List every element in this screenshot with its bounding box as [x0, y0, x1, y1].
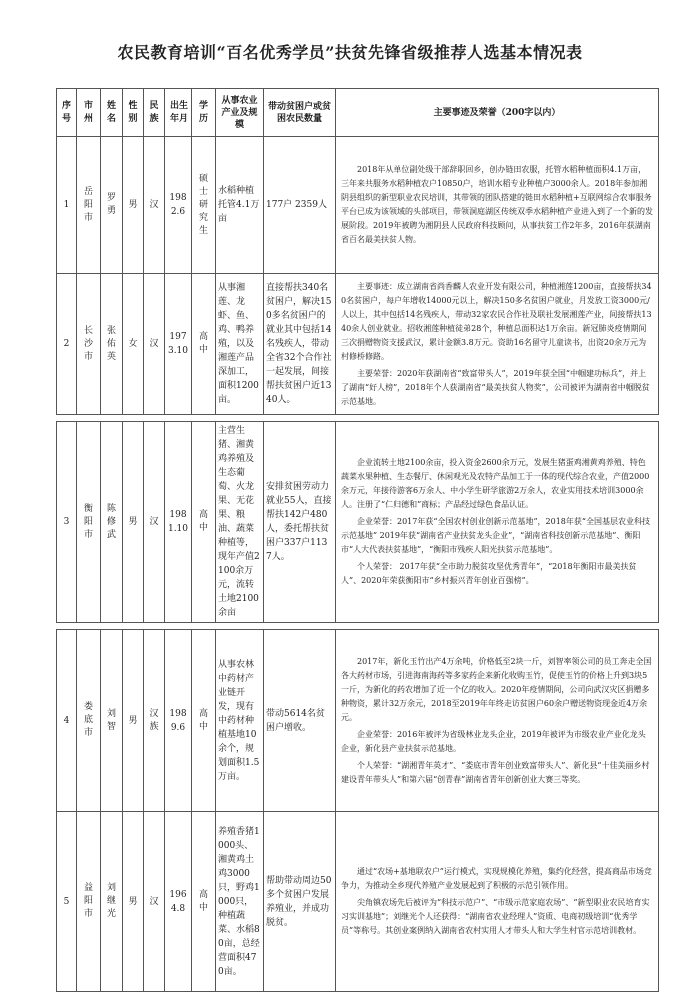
cell-ethnicity: 汉族	[144, 630, 165, 812]
header-ethnicity: 民族	[144, 89, 165, 137]
header-seq: 序号	[57, 89, 77, 137]
header-gender: 性别	[123, 89, 144, 137]
deeds-paragraph: 2017年，新化玉竹出产4万余吨，价格低至2块一斤，刘智率领公司的员工奔走全国各大药材市场，引进海南海药等多家药企来新化收购玉竹，促使玉竹的价格上升到3块5一斤，为新化的药农增加了近一个亿的收入。2020年疫情期间，公司向武汉灾区捐赠多种物资，累计32万余元，2018至2019年年终走访贫困户60余户赠送物资现金近4万余元。	[341, 656, 652, 722]
cell-education: 高中	[192, 422, 216, 623]
cell-poverty: 帮助带动周边50多个贫困户发展养殖业，并成功脱贫。	[264, 812, 336, 992]
cell-deeds	[336, 812, 659, 992]
cell-seq: 4	[57, 630, 77, 812]
deeds-paragraph: 2018年从单位副处级干部辞职回乡，创办链田农服，托管水稻种植面积4.1万亩，三年来共服务水稻种植农户10850户，培训水稻专业种植户3000余人。2018年参加湘阴县组织的新型职业农民培训，其带领的团队搭建的链田水稻种植+互联网综合农事服务平台已成为该领域的头部项目，带领洞庭湖区传统双季水稻种植产业进入到了一个新的发展阶段。2019年被聘为湘阴县人民政府科技顾问，从事扶贫工作2年多，2016年获湖南省百名最美扶贫人物。	[341, 165, 653, 244]
row-gap	[57, 415, 659, 422]
cell-deeds	[336, 274, 659, 415]
cell-education: 高中	[192, 274, 216, 415]
table-row	[57, 422, 659, 623]
cell-gender: 男	[123, 422, 144, 623]
cell-name: 陈修武	[101, 422, 123, 623]
cell-birth: 1973.10	[165, 274, 192, 415]
cell-name: 罗勇	[101, 137, 123, 274]
cell-poverty: 直接帮扶340名贫困户，解决150多名贫困户的就业其中包括14名残疾人，带动全省32个合作社一起发展，间接帮扶贫困户近1340人。	[264, 274, 336, 415]
cell-industry: 水稻种植托管4.1万亩	[216, 137, 264, 274]
deeds-paragraph: 主要事迹：成立湖南省尚香麟人农业开发有限公司，种植湘莲1200亩，直接帮扶340名贫困户，每户年增收14000元以上，解决150多名贫困户就业，月发放工资3000元/人以上，其中包括14名残疾人，带动32家农民合作社及联社发展湘莲产业，间接帮扶1340余人创业就业。招收湘莲种植徒弟28个，种植总面积达1万余亩。新冠肺炎疫情期间三次捐赠物资支援武汉，累计金额3.8万元。资助16名留守儿童读书，出资20余万元为村修桥修路。	[341, 281, 652, 361]
page-title: 农民教育培训“百名优秀学员”扶贫先锋省级推荐人选基本情况表	[117, 43, 583, 62]
cell-poverty: 安排贫困劳动力就业55人，直接帮扶142户480人，委托帮扶贫困户337户1137人。	[264, 422, 336, 623]
deeds-paragraph: 个人荣誉：“湖湘青年英才”、“娄底市青年创业致富带头人”、新化县“十佳美丽乡村建设青年带头人”和第六届“创青春”湖南省青年创新创业大赛三等奖。	[341, 760, 650, 784]
cell-gender: 女	[123, 274, 144, 415]
header-birth: 出生年月	[165, 89, 192, 137]
cell-birth: 1982.6	[165, 137, 192, 274]
cell-deeds	[336, 422, 659, 623]
cell-poverty: 带动5614名贫困户增收。	[264, 630, 336, 812]
cell-deeds	[336, 137, 659, 274]
cell-city: 益阳市	[77, 812, 101, 992]
candidates-table	[56, 88, 659, 992]
cell-industry: 从事湘莲、龙虾、鱼、鸡、鸭养殖，以及湘莲产品深加工，面积1200亩。	[216, 274, 264, 415]
cell-deeds	[336, 630, 659, 812]
deeds-paragraph: 企业荣誉：2016年被评为省级林业龙头企业，2019年被评为市级农业产业化龙头企业，新化县产业扶贫示范基地。	[341, 729, 646, 753]
cell-industry: 养殖香猪1000头、湘黄鸡土鸡3000只，野鸡1000只，种植蔬菜、水稻80亩，总经营面积470亩。	[216, 812, 264, 992]
header-industry: 从事农业产业及规模	[216, 89, 264, 137]
deeds-paragraph: 企业荣誉：2017年获“全国农村创业创新示范基地”，2018年获“全国基层农业科技示范基地” 2019年获“湖南省产业扶贫龙头企业”，“湖南省科技创新示范基地”、衡阳市“人大代表扶贫基地”，“衡阳市残疾人阳光扶贫示范基地”。	[341, 517, 650, 554]
table-row	[57, 274, 659, 415]
deeds-paragraph: 个人荣誉： 2017年获“全市助力脱贫攻坚优秀青年”，“2018年衡阳市最美扶贫人”、2020年荣获衡阳市“乡村振兴青年创业百强榜”。	[341, 562, 637, 585]
cell-industry: 主营生猪、湘黄鸡养殖及生态葡萄、火龙果、无花果、粮油、蔬菜种植等，现年产值2100余万元，流转土地2100余亩	[216, 422, 264, 623]
cell-poverty: 177户 2359人	[264, 137, 336, 274]
cell-seq: 2	[57, 274, 77, 415]
cell-seq: 3	[57, 422, 77, 623]
cell-gender: 男	[123, 137, 144, 274]
header-city: 市州	[77, 89, 101, 137]
cell-gender: 男	[123, 812, 144, 992]
cell-name: 刘智	[101, 630, 123, 812]
cell-birth: 1981.10	[165, 422, 192, 623]
table-row	[57, 812, 659, 992]
header-education: 学历	[192, 89, 216, 137]
deeds-paragraph: 主要荣誉：2020年获湖南省“致富带头人”，2019年获全国“中帼建功标兵”，并上了湖南“好人榜”，2018年个人获湖南省“最美扶贫人物奖”，公司被评为湖南省中帼脱贫示范基地。	[341, 368, 650, 406]
cell-city: 长沙市	[77, 274, 101, 415]
header-name: 姓名	[101, 89, 123, 137]
cell-ethnicity: 汉	[144, 812, 165, 992]
deeds-paragraph: 通过“农场+基地联农户”运行模式，实现规模化养殖，集约化经营，提高商品市场竞争力，为推动全乡现代养殖产业发展起到了积极的示范引领作用。	[341, 867, 652, 890]
header-deeds: 主要事迹及荣誉（200字以内）	[336, 89, 659, 137]
cell-education: 硕士研究生	[192, 137, 216, 274]
cell-name: 刘继光	[101, 812, 123, 992]
header-poverty: 带动贫困户或贫困农民数量	[264, 89, 336, 137]
cell-ethnicity: 汉	[144, 137, 165, 274]
cell-name: 张佑英	[101, 274, 123, 415]
cell-ethnicity: 汉	[144, 422, 165, 623]
cell-education: 高中	[192, 812, 216, 992]
cell-city: 岳阳市	[77, 137, 101, 274]
deeds-paragraph: 尖角镇农场先后被评为“科技示范户”、“市级示范家庭农场”、“新型职业农民培育实习实训基地”；刘继光个人还获得：“湖南省农业经理人”资质、电商初级培训“优秀学员”等称号。其创业案例纳入湖南省农村实用人才带头人和大学生村官示范培训教材。	[341, 898, 650, 935]
table-row	[57, 630, 659, 812]
row-gap	[57, 623, 659, 630]
cell-seq: 5	[57, 812, 77, 992]
cell-gender: 男	[123, 630, 144, 812]
header-row	[57, 89, 659, 137]
cell-city: 娄底市	[77, 630, 101, 812]
cell-city: 衡阳市	[77, 422, 101, 623]
cell-ethnicity: 汉	[144, 274, 165, 415]
cell-industry: 从事农林中药材产业链开发，现有中药材种植基地10余个，规划面积1.5万亩。	[216, 630, 264, 812]
cell-education: 高中	[192, 630, 216, 812]
cell-birth: 1989.6	[165, 630, 192, 812]
cell-seq: 1	[57, 137, 77, 274]
deeds-paragraph: 企业流转土地2100余亩，投入资金2600余万元，发展生猪蛋鸡湘黄鸡养殖、特色蔬菜水果种植、生态餐厅、休闲观光及农特产品加工于一体的现代综合农业，产值2000余万元，年接待游客6万余人、中小学生研学旅游2万余人，农业实用技术培训3000余人。注册了“仁归德和”商标；产品经过绿色食品认证。	[341, 458, 650, 509]
cell-birth: 1964.8	[165, 812, 192, 992]
table-row	[57, 137, 659, 274]
